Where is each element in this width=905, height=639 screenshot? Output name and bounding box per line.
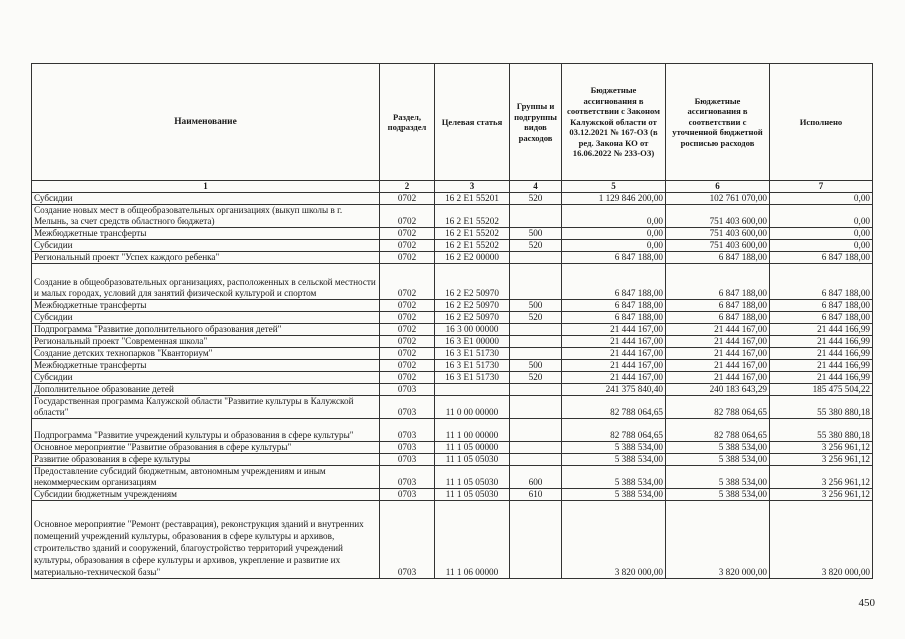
row-executed: 0,00 xyxy=(770,240,873,252)
row-allocation-refined: 21 444 167,00 xyxy=(666,348,770,360)
table-row xyxy=(32,228,873,240)
row-executed: 3 256 961,12 xyxy=(770,489,873,501)
row-allocation-refined: 5 388 534,00 xyxy=(666,466,770,489)
row-allocation-refined: 751 403 600,00 xyxy=(666,240,770,252)
row-expense-group xyxy=(510,324,562,336)
row-executed: 185 475 504,22 xyxy=(770,384,873,396)
row-allocation-refined: 6 847 188,00 xyxy=(666,252,770,264)
row-allocation-law: 6 847 188,00 xyxy=(562,252,666,264)
row-executed: 3 256 961,12 xyxy=(770,442,873,454)
row-name: Субсидии xyxy=(32,372,380,384)
table-row xyxy=(32,454,873,466)
row-name: Государственная программа Калужской области "Развитие культуры в Калужской области" xyxy=(32,396,380,419)
row-target-article: 16 2 E2 50970 xyxy=(435,264,510,300)
row-name: Подпрограмма "Развитие учреждений культуры и образования в сфере культуры" xyxy=(32,419,380,442)
row-razdel: 0702 xyxy=(380,348,435,360)
row-razdel: 0703 xyxy=(380,501,435,579)
row-executed: 21 444 166,99 xyxy=(770,324,873,336)
table-row xyxy=(32,312,873,324)
column-number: 6 xyxy=(666,181,770,193)
row-allocation-law: 82 788 064,65 xyxy=(562,396,666,419)
column-number: 3 xyxy=(435,181,510,193)
row-target-article: 16 3 E1 51730 xyxy=(435,372,510,384)
header-executed: Исполнено xyxy=(770,64,873,181)
row-expense-group: 500 xyxy=(510,360,562,372)
row-allocation-law: 1 129 846 200,00 xyxy=(562,193,666,205)
header-row xyxy=(32,64,873,181)
row-allocation-refined: 6 847 188,00 xyxy=(666,300,770,312)
row-target-article: 11 1 05 05030 xyxy=(435,489,510,501)
row-expense-group xyxy=(510,205,562,228)
row-allocation-law: 21 444 167,00 xyxy=(562,372,666,384)
row-razdel: 0702 xyxy=(380,300,435,312)
table-row xyxy=(32,240,873,252)
row-executed: 21 444 166,99 xyxy=(770,348,873,360)
table-row xyxy=(32,384,873,396)
row-allocation-law: 21 444 167,00 xyxy=(562,348,666,360)
row-name: Региональный проект "Успех каждого ребенка" xyxy=(32,252,380,264)
row-executed: 21 444 166,99 xyxy=(770,372,873,384)
row-target-article: 16 2 E1 55201 xyxy=(435,193,510,205)
row-allocation-refined: 5 388 534,00 xyxy=(666,489,770,501)
row-allocation-law: 0,00 xyxy=(562,228,666,240)
row-razdel: 0703 xyxy=(380,466,435,489)
header-target-article: Целевая статья xyxy=(435,64,510,181)
row-razdel: 0703 xyxy=(380,489,435,501)
row-allocation-refined: 21 444 167,00 xyxy=(666,324,770,336)
row-name: Основное мероприятие "Развитие образования в сфере культуры" xyxy=(32,442,380,454)
row-target-article xyxy=(435,384,510,396)
row-executed: 6 847 188,00 xyxy=(770,312,873,324)
row-allocation-refined: 102 761 070,00 xyxy=(666,193,770,205)
table-row xyxy=(32,348,873,360)
row-target-article: 11 1 00 00000 xyxy=(435,419,510,442)
row-executed: 55 380 880,18 xyxy=(770,419,873,442)
row-target-article: 11 1 06 00000 xyxy=(435,501,510,579)
row-target-article: 16 2 E1 55202 xyxy=(435,240,510,252)
row-allocation-refined: 5 388 534,00 xyxy=(666,442,770,454)
row-expense-group xyxy=(510,442,562,454)
row-razdel: 0702 xyxy=(380,240,435,252)
row-allocation-refined: 3 820 000,00 xyxy=(666,501,770,579)
row-name: Дополнительное образование детей xyxy=(32,384,380,396)
row-allocation-law: 82 788 064,65 xyxy=(562,419,666,442)
row-allocation-refined: 5 388 534,00 xyxy=(666,454,770,466)
row-allocation-law: 21 444 167,00 xyxy=(562,336,666,348)
row-allocation-refined: 21 444 167,00 xyxy=(666,360,770,372)
row-allocation-refined: 240 183 643,29 xyxy=(666,384,770,396)
row-executed: 0,00 xyxy=(770,228,873,240)
row-razdel: 0703 xyxy=(380,419,435,442)
row-executed: 3 256 961,12 xyxy=(770,454,873,466)
row-target-article: 16 2 E2 50970 xyxy=(435,312,510,324)
row-allocation-refined: 21 444 167,00 xyxy=(666,336,770,348)
row-expense-group xyxy=(510,336,562,348)
row-allocation-law: 21 444 167,00 xyxy=(562,324,666,336)
row-executed: 6 847 188,00 xyxy=(770,252,873,264)
row-razdel: 0702 xyxy=(380,193,435,205)
table-row xyxy=(32,264,873,300)
table-row xyxy=(32,396,873,419)
row-expense-group xyxy=(510,348,562,360)
row-target-article: 16 2 E1 55202 xyxy=(435,228,510,240)
row-expense-group xyxy=(510,501,562,579)
row-razdel: 0703 xyxy=(380,384,435,396)
table-row xyxy=(32,336,873,348)
row-executed: 0,00 xyxy=(770,193,873,205)
budget-table xyxy=(31,63,873,579)
row-name: Субсидии бюджетным учреждениям xyxy=(32,489,380,501)
row-razdel: 0702 xyxy=(380,205,435,228)
row-allocation-refined: 82 788 064,65 xyxy=(666,396,770,419)
header-allocations-law: Бюджетные ассигнования в соответствии с Законом Калужской области от 03.12.2021 № 167-ОЗ (в ред. Закона КО от 16.06.2022 № 233-ОЗ) xyxy=(562,64,666,181)
row-name: Предоставление субсидий бюджетным, автономным учреждениям и иным некоммерческим организациям xyxy=(32,466,380,489)
row-allocation-law: 0,00 xyxy=(562,205,666,228)
header-expense-group: Группы и подгруппы видов расходов xyxy=(510,64,562,181)
row-name: Межбюджетные трансферты xyxy=(32,228,380,240)
row-name: Субсидии xyxy=(32,193,380,205)
row-name: Подпрограмма "Развитие дополнительного образования детей" xyxy=(32,324,380,336)
table-row xyxy=(32,419,873,442)
row-allocation-law: 5 388 534,00 xyxy=(562,442,666,454)
row-executed: 3 256 961,12 xyxy=(770,466,873,489)
row-target-article: 11 1 05 05030 xyxy=(435,454,510,466)
row-executed: 21 444 166,99 xyxy=(770,336,873,348)
row-allocation-law: 5 388 534,00 xyxy=(562,454,666,466)
table-row xyxy=(32,501,873,579)
row-name: Региональный проект "Современная школа" xyxy=(32,336,380,348)
row-expense-group: 520 xyxy=(510,372,562,384)
header-allocations-refined: Бюджетные ассигнования в соответствии с уточненной бюджетной росписью расходов xyxy=(666,64,770,181)
row-target-article: 11 1 05 05030 xyxy=(435,466,510,489)
row-target-article: 11 1 05 00000 xyxy=(435,442,510,454)
row-target-article: 16 3 00 00000 xyxy=(435,324,510,336)
row-razdel: 0702 xyxy=(380,228,435,240)
table-row xyxy=(32,193,873,205)
row-name: Межбюджетные трансферты xyxy=(32,360,380,372)
row-name: Основное мероприятие "Ремонт (реставрация), реконструкция зданий и внутренних помещений учреждений культуры, образования в сфере культуры и архивов, строительство зданий и сооружений, благоустройство территорий учреждений культуры, образования в сфере культуры и архивов, укрепление и развитие их материально-технической базы" xyxy=(32,501,380,579)
row-razdel: 0703 xyxy=(380,396,435,419)
row-allocation-law: 0,00 xyxy=(562,240,666,252)
row-allocation-law: 6 847 188,00 xyxy=(562,300,666,312)
header-razdel: Раздел, подраздел xyxy=(380,64,435,181)
row-expense-group: 520 xyxy=(510,312,562,324)
row-executed: 0,00 xyxy=(770,205,873,228)
column-number: 7 xyxy=(770,181,873,193)
row-allocation-law: 6 847 188,00 xyxy=(562,312,666,324)
row-executed: 3 820 000,00 xyxy=(770,501,873,579)
row-name: Создание детских технопарков "Кванториум" xyxy=(32,348,380,360)
row-allocation-refined: 82 788 064,65 xyxy=(666,419,770,442)
row-razdel: 0702 xyxy=(380,312,435,324)
row-expense-group xyxy=(510,252,562,264)
row-allocation-law: 241 375 840,40 xyxy=(562,384,666,396)
row-expense-group: 600 xyxy=(510,466,562,489)
row-name: Создание новых мест в общеобразовательных организациях (выкуп школы в г. Мелынь, за счет средств областного бюджета) xyxy=(32,205,380,228)
row-executed: 6 847 188,00 xyxy=(770,300,873,312)
row-target-article: 11 0 00 00000 xyxy=(435,396,510,419)
row-executed: 55 380 880,18 xyxy=(770,396,873,419)
row-target-article: 16 3 E1 51730 xyxy=(435,360,510,372)
row-allocation-law: 5 388 534,00 xyxy=(562,489,666,501)
table-row xyxy=(32,324,873,336)
row-expense-group: 520 xyxy=(510,240,562,252)
table-row xyxy=(32,442,873,454)
row-razdel: 0702 xyxy=(380,372,435,384)
row-target-article: 16 2 E2 00000 xyxy=(435,252,510,264)
row-name: Субсидии xyxy=(32,240,380,252)
row-target-article: 16 2 E2 50970 xyxy=(435,300,510,312)
row-razdel: 0702 xyxy=(380,336,435,348)
table-row xyxy=(32,252,873,264)
row-allocation-refined: 6 847 188,00 xyxy=(666,264,770,300)
row-allocation-law: 21 444 167,00 xyxy=(562,360,666,372)
table-row xyxy=(32,372,873,384)
row-razdel: 0702 xyxy=(380,324,435,336)
row-expense-group xyxy=(510,264,562,300)
table-row xyxy=(32,205,873,228)
row-target-article: 16 3 E1 51730 xyxy=(435,348,510,360)
row-executed: 6 847 188,00 xyxy=(770,264,873,300)
row-name: Субсидии xyxy=(32,312,380,324)
row-expense-group: 520 xyxy=(510,193,562,205)
row-allocation-law: 6 847 188,00 xyxy=(562,264,666,300)
row-executed: 21 444 166,99 xyxy=(770,360,873,372)
column-number: 1 xyxy=(32,181,380,193)
row-razdel: 0703 xyxy=(380,454,435,466)
row-expense-group xyxy=(510,384,562,396)
row-expense-group xyxy=(510,419,562,442)
row-allocation-refined: 751 403 600,00 xyxy=(666,228,770,240)
table-row xyxy=(32,466,873,489)
row-name: Создание в общеобразовательных организациях, расположенных в сельской местности и малых городах, условий для занятий физической культурой и спортом xyxy=(32,264,380,300)
row-expense-group: 500 xyxy=(510,228,562,240)
row-allocation-refined: 751 403 600,00 xyxy=(666,205,770,228)
page-number: 450 xyxy=(858,597,875,609)
header-name: Наименование xyxy=(32,64,380,181)
row-razdel: 0702 xyxy=(380,360,435,372)
table-row xyxy=(32,360,873,372)
row-allocation-law: 3 820 000,00 xyxy=(562,501,666,579)
row-expense-group: 500 xyxy=(510,300,562,312)
table-row xyxy=(32,489,873,501)
row-expense-group xyxy=(510,454,562,466)
column-number: 5 xyxy=(562,181,666,193)
column-number: 2 xyxy=(380,181,435,193)
row-razdel: 0702 xyxy=(380,252,435,264)
row-target-article: 16 3 E1 00000 xyxy=(435,336,510,348)
row-name: Межбюджетные трансферты xyxy=(32,300,380,312)
column-number-row xyxy=(32,181,873,193)
row-expense-group xyxy=(510,396,562,419)
column-number: 4 xyxy=(510,181,562,193)
row-expense-group: 610 xyxy=(510,489,562,501)
row-allocation-refined: 21 444 167,00 xyxy=(666,372,770,384)
row-allocation-refined: 6 847 188,00 xyxy=(666,312,770,324)
row-allocation-law: 5 388 534,00 xyxy=(562,466,666,489)
table-row xyxy=(32,300,873,312)
row-razdel: 0702 xyxy=(380,264,435,300)
row-name: Развитие образования в сфере культуры xyxy=(32,454,380,466)
row-target-article: 16 2 E1 55202 xyxy=(435,205,510,228)
row-razdel: 0703 xyxy=(380,442,435,454)
